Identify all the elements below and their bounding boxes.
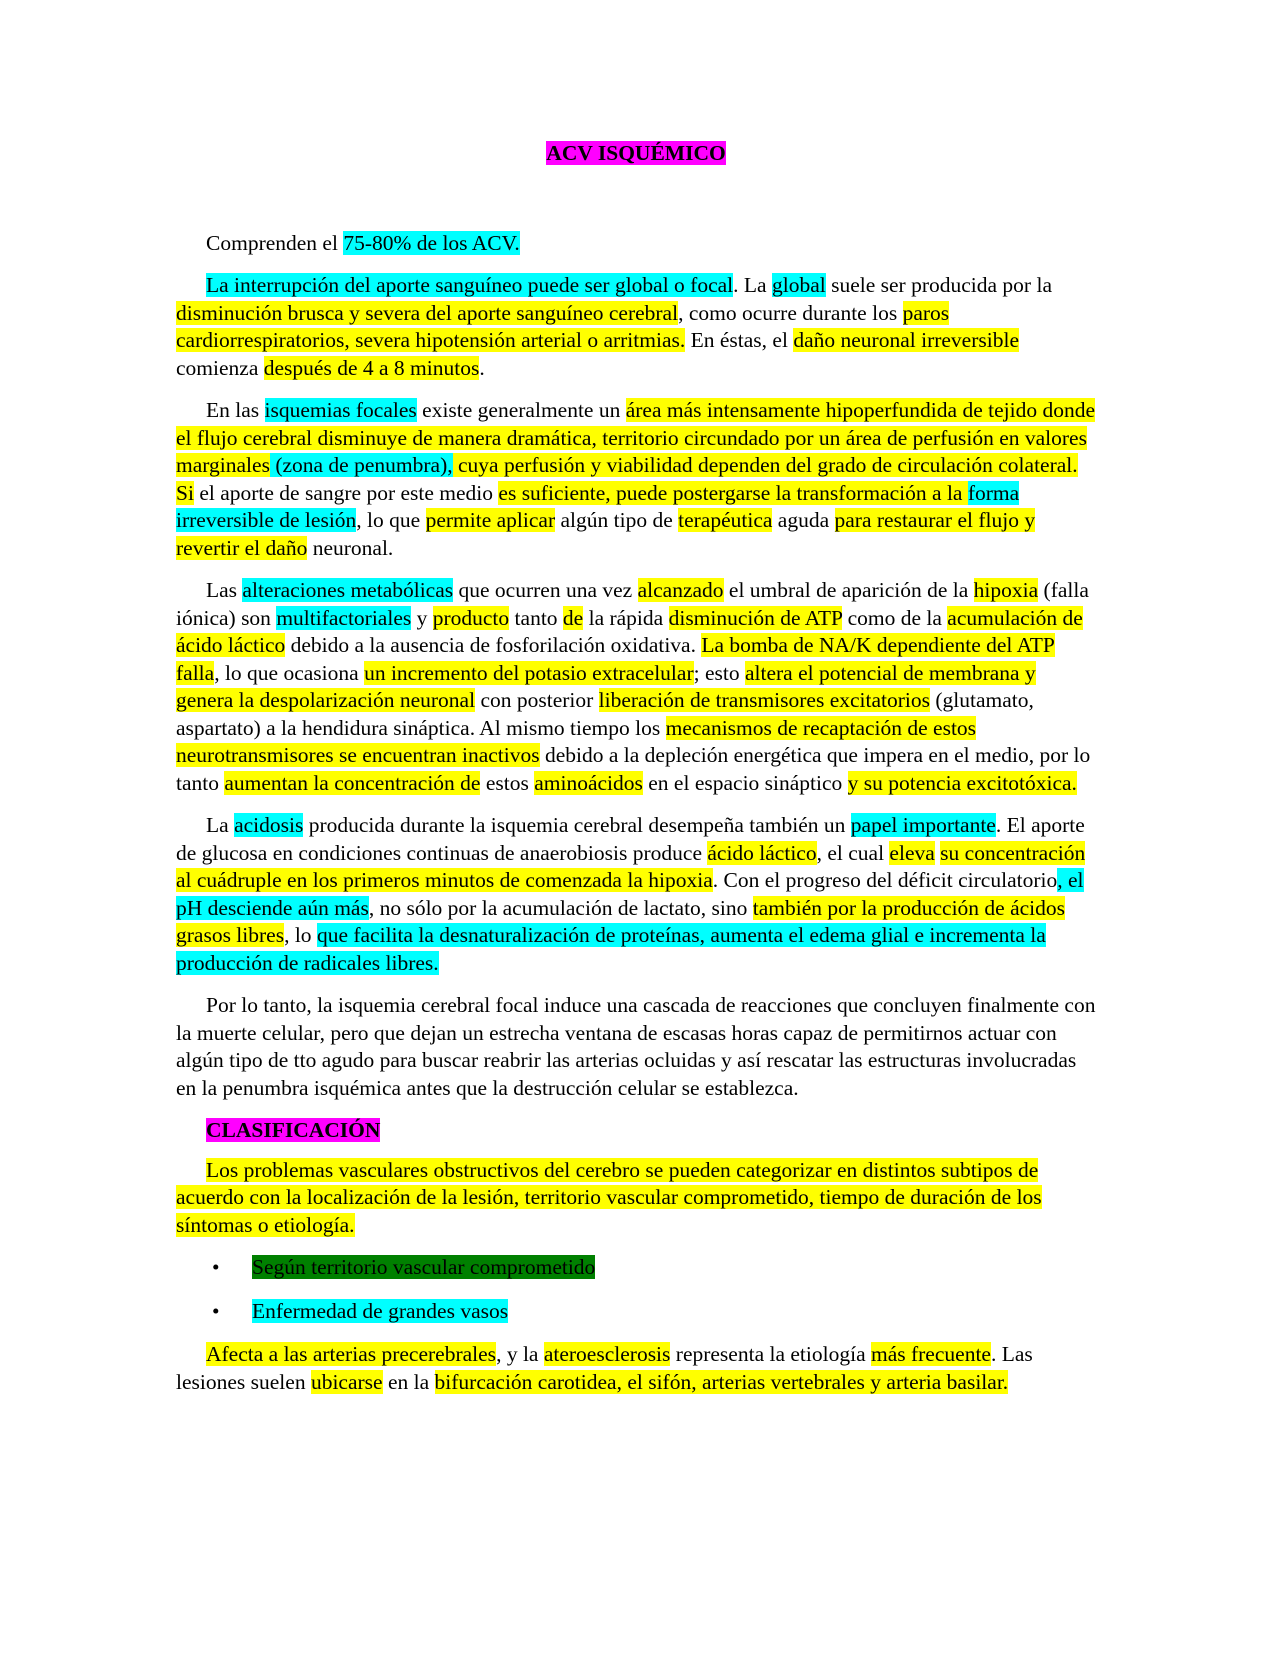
p4-segment: (glutamato, aspartato) a la hendidura sináptica. Al mismo tiempo los [176, 688, 1034, 740]
section-heading-text: CLASIFICACIÓN [206, 1118, 381, 1142]
p2-segment: . La [733, 273, 772, 297]
p2-segment: , como ocurre durante los [678, 300, 903, 325]
p2-segment: daño neuronal irreversible [793, 328, 1019, 352]
p2-segment: . [479, 355, 485, 380]
paragraph-8 [176, 1341, 1096, 1396]
p5-segment: ácido láctico [707, 840, 817, 865]
paragraph-1 [176, 230, 1096, 258]
p4-segment: disminución de ATP [668, 605, 843, 630]
p3-segment: para restaurar el flujo y revertir el daño [176, 508, 1036, 560]
p4-segment: debido a la ausencia de fosforilación oxidativa. [285, 633, 702, 657]
p5-segment: también por la producción de ácidos grasos libres [176, 895, 1066, 947]
p4-segment: mecanismos de recaptación de estos neurotransmisores se encuentran inactivos [176, 715, 977, 767]
p5-segment: que facilita la desnaturalización de proteínas, aumenta el edema glial e incrementa la producción de radicales libres. [176, 923, 1046, 975]
p4-segment: altera el potencial de membrana y genera la despolarización neuronal [176, 660, 1036, 712]
p4-segment: un incremento del potasio extracelular [364, 660, 694, 685]
title-text: ACV ISQUÉMICO [546, 141, 726, 165]
p3-segment: terapéutica [678, 508, 773, 532]
p2-segment: comienza [176, 355, 264, 380]
p8-segment: ubicarse [310, 1369, 383, 1394]
p5-segment: , el cual [816, 840, 890, 865]
p4-segment: la rápida [583, 605, 669, 630]
bullet-icon: • [212, 1255, 220, 1279]
p8-segment: más frecuente [870, 1342, 991, 1366]
document-body [176, 140, 1096, 1411]
p2-segment: después de 4 a 8 minutos [263, 355, 480, 380]
p5-segment: , lo [284, 923, 317, 947]
p8-segment: . Las lesiones suelen [176, 1342, 1033, 1394]
p5-segment: producida durante la isquemia cerebral desempeña también un [303, 813, 851, 837]
p4-segment: estos [480, 770, 535, 795]
p8-segment: Afecta a las arterias precerebrales [206, 1342, 497, 1366]
p5-segment: papel importante [850, 813, 996, 837]
p5-segment: . El aporte de glucosa en condiciones continuas de anaerobiosis produce [176, 813, 1085, 865]
p3-segment: aguda [772, 508, 835, 532]
bullet-text-2: Enfermedad de grandes vasos [252, 1298, 509, 1323]
p5-segment: , no sólo por la acumulación de lactato, sino [368, 895, 753, 920]
p2-segment: En éstas, el [685, 328, 794, 352]
p5-segment: , el pH desciende aún más [176, 868, 1084, 920]
p4-segment: alcanzado [637, 578, 724, 602]
p8-segment: en la [382, 1369, 435, 1394]
p3-segment: algún tipo de [555, 508, 679, 532]
p4-segment: , lo que ocasiona [214, 660, 365, 685]
p5-segment: acidosis [234, 813, 304, 837]
p3-segment: En las [206, 398, 265, 422]
p5-segment: eleva [889, 840, 935, 865]
p7-segment: Los problemas vasculares obstructivos del cerebro se pueden categorizar en distintos subtipos de acuerdo con la localización de la lesión, territorio vascular comprometido, tiempo de duración de los síntomas o etiología. [176, 1157, 1042, 1237]
p2-segment: paros cardiorrespiratorios, severa hipotensión arterial o arritmias. [176, 300, 950, 352]
p4-segment: La bomba de NA/K dependiente del ATP falla [176, 633, 1055, 685]
p3-segment: isquemias focales [264, 398, 417, 422]
p4-segment: hipoxia [973, 578, 1039, 602]
paragraph-7 [176, 1157, 1096, 1240]
bullet-item-1 [176, 1254, 1096, 1282]
bullet-item-2 [176, 1298, 1096, 1326]
p6-segment: Por lo tanto, la isquemia cerebral focal induce una cascada de reacciones que concluyen finalmente con la muerte celular, pero que dejan un estrecha ventana de escasas horas capaz de permitirnos actuar con algún tipo de tto agudo para buscar reabrir las arterias ocluidas y así rescatar las estructuras involucradas en la penumbra isquémica antes que la destrucción celular se establezca. [176, 993, 1096, 1100]
p3-segment: forma irreversible de lesión [176, 480, 1020, 532]
p4-segment: (falla iónica) son [176, 578, 1089, 630]
p4-segment: aminoácidos [534, 770, 643, 795]
p4-segment: y [411, 605, 433, 630]
paragraph-2 [176, 272, 1096, 382]
p4-segment: aumentan la concentración de [224, 770, 481, 795]
p4-segment: alteraciones metabólicas [242, 578, 454, 602]
p4-segment: que ocurren una vez [453, 578, 638, 602]
p4-segment: de [562, 605, 584, 630]
paragraph-4 [176, 577, 1096, 797]
p4-segment: debido a la depleción energética que impera en el medio, por lo tanto [176, 743, 1091, 795]
p5-segment: La [206, 813, 235, 837]
p8-segment: representa la etiología [670, 1342, 871, 1366]
p8-segment: bifurcación carotidea, el sifón, arterias vertebrales y arteria basilar. [434, 1369, 1009, 1394]
p3-segment: neuronal. [307, 535, 394, 560]
p3-segment: el aporte de sangre por este medio [193, 480, 499, 505]
p4-segment: y su potencia excitotóxica. [847, 770, 1077, 795]
document-title [176, 140, 1096, 168]
p3-segment: existe generalmente un [416, 398, 626, 422]
p3-segment: (zona de penumbra), [269, 453, 453, 477]
p4-segment: tanto [509, 605, 563, 630]
p4-segment: el umbral de aparición de la [723, 578, 974, 602]
p3-segment: permite aplicar [425, 508, 556, 532]
p4-segment: ; esto [693, 660, 745, 685]
p2-segment: suele ser producida por la [825, 273, 1052, 297]
p4-segment: como de la [842, 605, 948, 630]
paragraph-3 [176, 397, 1096, 562]
paragraph-5 [176, 812, 1096, 977]
p1-segment: 75-80% de los ACV. [343, 230, 520, 255]
p2-segment: disminución brusca y severa del aporte sanguíneo cerebral [176, 300, 679, 325]
p8-segment: ateroesclerosis [543, 1342, 671, 1366]
p4-segment: acumulación de ácido láctico [176, 605, 1083, 657]
p2-segment: La interrupción del aporte sanguíneo puede ser global o focal [206, 273, 734, 297]
section-heading [206, 1117, 1096, 1145]
p5-segment: . Con el progreso del déficit circulatorio [712, 868, 1058, 892]
p8-segment: , y la [496, 1342, 544, 1366]
p1-segment: Comprenden el [206, 230, 344, 255]
bullet-text-1: Según territorio vascular comprometido [252, 1255, 596, 1279]
p4-segment: producto [432, 605, 510, 630]
p3-segment: , lo que [356, 508, 426, 532]
p4-segment: con posterior [475, 688, 599, 712]
p3-segment: área más intensamente hipoperfundida de tejido donde el flujo cerebral disminuye de manera dramática, territorio circundado por un área de perfusión en valores marginales [176, 398, 1095, 477]
p3-segment: es suficiente, puede postergarse la transformación a la [498, 480, 968, 505]
p5-segment: su concentración al cuádruple en los primeros minutos de comenzada la hipoxia [176, 840, 1086, 892]
p4-segment: liberación de transmisores excitatorios [598, 688, 931, 712]
bullet-icon: • [212, 1298, 220, 1323]
p4-segment: en el espacio sináptico [642, 770, 848, 795]
p4-segment: multifactoriales [276, 605, 412, 630]
bullet-list [176, 1254, 1096, 1325]
p4-segment: Las [206, 578, 243, 602]
p3-segment: cuya perfusión y viabilidad dependen del grado de circulación colateral. Si [176, 453, 1078, 505]
p2-segment: global [771, 273, 826, 297]
paragraph-6 [176, 992, 1096, 1102]
